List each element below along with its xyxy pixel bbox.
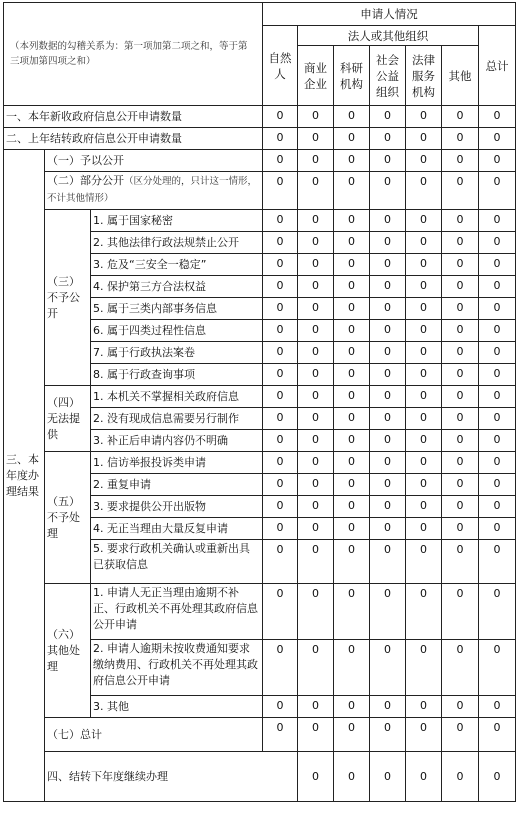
cell: 0: [442, 474, 479, 496]
cell: 0: [479, 752, 516, 802]
cell: 0: [370, 210, 406, 232]
group-label: （六）其他处理: [45, 584, 91, 718]
cell: 0: [334, 386, 370, 408]
cell: 0: [263, 452, 298, 474]
cell: 0: [479, 232, 516, 254]
cell: 0: [298, 254, 334, 276]
table-row: [4, 106, 516, 128]
row-label: （一）予以公开: [45, 150, 263, 172]
row-label: 2. 申请人逾期未按收费通知要求缴纳费用、行政机关不再处理其政府信息公开申请: [91, 640, 263, 696]
cell: 0: [263, 430, 298, 452]
cell: 0: [334, 518, 370, 540]
cell: 0: [298, 408, 334, 430]
cell: 0: [334, 106, 370, 128]
cell: 0: [479, 408, 516, 430]
cell: 0: [298, 342, 334, 364]
table-row: [4, 386, 516, 408]
cell: 0: [334, 298, 370, 320]
row-label: 3. 其他: [91, 696, 263, 718]
header-applicant: 申请人情况: [263, 3, 516, 26]
cell: 0: [479, 696, 516, 718]
cell: 0: [406, 584, 442, 640]
header-natural-person: 自然人: [263, 26, 298, 106]
cell: 0: [442, 752, 479, 802]
cell: 0: [370, 752, 406, 802]
row-label: 1. 本机关不掌握相关政府信息: [91, 386, 263, 408]
table-note: （本列数据的勾稽关系为：第一项加第二项之和，等于第三项加第四项之和）: [4, 3, 263, 106]
cell: 0: [479, 474, 516, 496]
row-label: 2. 其他法律行政法规禁止公开: [91, 232, 263, 254]
cell: 0: [298, 276, 334, 298]
cell: 0: [263, 276, 298, 298]
cell: 0: [334, 640, 370, 696]
cell: 0: [406, 254, 442, 276]
cell: 0: [479, 150, 516, 172]
section-label: 三、本年度办理结果: [4, 150, 45, 802]
row-label: 3. 要求提供公开出版物: [91, 496, 263, 518]
cell: 0: [406, 496, 442, 518]
cell: 0: [442, 128, 479, 150]
row-label-main: （二）部分公开: [47, 174, 124, 187]
cell: 0: [442, 172, 479, 210]
table-row: [4, 128, 516, 150]
cell: 0: [406, 364, 442, 386]
cell: 0: [298, 364, 334, 386]
cell: 0: [442, 150, 479, 172]
cell: 0: [370, 320, 406, 342]
cell: 0: [263, 696, 298, 718]
cell: 0: [370, 232, 406, 254]
cell: 0: [263, 210, 298, 232]
cell: 0: [406, 452, 442, 474]
cell: 0: [298, 640, 334, 696]
row-label: 3. 危及“三安全一稳定”: [91, 254, 263, 276]
row-label: 3. 补正后申请内容仍不明确: [91, 430, 263, 452]
cell: 0: [263, 496, 298, 518]
cell: 0: [406, 128, 442, 150]
table-row: [4, 718, 516, 752]
cell: 0: [263, 128, 298, 150]
cell: 0: [406, 298, 442, 320]
cell: 0: [298, 540, 334, 584]
cell: 0: [442, 106, 479, 128]
cell: 0: [298, 430, 334, 452]
table-row: [4, 452, 516, 474]
row-label: 7. 属于行政执法案卷: [91, 342, 263, 364]
cell: 0: [298, 106, 334, 128]
row-label: [45, 172, 263, 210]
row-label: 1. 申请人无正当理由逾期不补正、行政机关不再处理其政府信息公开申请: [91, 584, 263, 640]
cell: 0: [479, 106, 516, 128]
cell: 0: [479, 210, 516, 232]
cell: 0: [334, 150, 370, 172]
cell: 0: [370, 518, 406, 540]
cell: 0: [442, 640, 479, 696]
table-row: [4, 150, 516, 172]
cell: 0: [298, 150, 334, 172]
cell: 0: [298, 232, 334, 254]
disclosure-table: [3, 2, 516, 802]
cell: 0: [406, 474, 442, 496]
header-legal-service: 法律服务机构: [406, 46, 442, 106]
cell: 0: [479, 430, 516, 452]
cell: 0: [479, 298, 516, 320]
row-label: 4. 无正当理由大量反复申请: [91, 518, 263, 540]
cell: 0: [334, 276, 370, 298]
cell: 0: [298, 452, 334, 474]
cell: 0: [442, 210, 479, 232]
cell: 0: [406, 518, 442, 540]
cell: 0: [334, 408, 370, 430]
cell: 0: [370, 254, 406, 276]
row-label: 四、结转下年度继续办理: [45, 752, 298, 802]
table-row: [4, 752, 516, 802]
row-label: 1. 属于国家秘密: [91, 210, 263, 232]
cell: 0: [263, 386, 298, 408]
group-label: （三）不予公开: [45, 210, 91, 386]
cell: 0: [479, 276, 516, 298]
cell: 0: [298, 210, 334, 232]
cell: 0: [442, 298, 479, 320]
cell: 0: [442, 496, 479, 518]
cell: 0: [263, 106, 298, 128]
cell: 0: [370, 364, 406, 386]
cell: 0: [479, 640, 516, 696]
cell: 0: [406, 430, 442, 452]
cell: 0: [442, 276, 479, 298]
cell: 0: [263, 254, 298, 276]
group-label: （四）无法提供: [45, 386, 91, 452]
cell: 0: [263, 150, 298, 172]
cell: 0: [370, 696, 406, 718]
table-row: [4, 172, 516, 210]
cell: 0: [442, 430, 479, 452]
cell: 0: [406, 106, 442, 128]
cell: 0: [370, 172, 406, 210]
cell: 0: [370, 106, 406, 128]
cell: 0: [479, 540, 516, 584]
cell: 0: [334, 752, 370, 802]
cell: 0: [442, 718, 479, 752]
cell: 0: [370, 452, 406, 474]
cell: 0: [298, 584, 334, 640]
cell: 0: [298, 386, 334, 408]
cell: 0: [406, 320, 442, 342]
cell: 0: [442, 518, 479, 540]
cell: 0: [442, 342, 479, 364]
cell: 0: [406, 210, 442, 232]
cell: 0: [406, 232, 442, 254]
cell: 0: [298, 696, 334, 718]
header-social: 社会公益组织: [370, 46, 406, 106]
cell: 0: [334, 172, 370, 210]
cell: 0: [479, 518, 516, 540]
cell: 0: [370, 640, 406, 696]
cell: 0: [263, 298, 298, 320]
cell: 0: [479, 172, 516, 210]
cell: 0: [442, 364, 479, 386]
cell: 0: [442, 320, 479, 342]
cell: 0: [442, 452, 479, 474]
cell: 0: [334, 128, 370, 150]
cell: 0: [442, 386, 479, 408]
cell: 0: [479, 128, 516, 150]
cell: 0: [263, 474, 298, 496]
row-label: 2. 没有现成信息需要另行制作: [91, 408, 263, 430]
table-row: [4, 584, 516, 640]
cell: 0: [370, 298, 406, 320]
cell: 0: [334, 496, 370, 518]
row-label: 5. 要求行政机关确认或重新出具已获取信息: [91, 540, 263, 584]
cell: 0: [442, 408, 479, 430]
cell: 0: [479, 364, 516, 386]
cell: 0: [263, 320, 298, 342]
header-research: 科研机构: [334, 46, 370, 106]
cell: 0: [334, 718, 370, 752]
cell: 0: [370, 408, 406, 430]
cell: 0: [334, 210, 370, 232]
cell: 0: [298, 718, 334, 752]
cell: 0: [298, 474, 334, 496]
cell: 0: [263, 540, 298, 584]
cell: 0: [263, 232, 298, 254]
cell: 0: [334, 364, 370, 386]
cell: 0: [406, 150, 442, 172]
cell: 0: [263, 518, 298, 540]
cell: 0: [263, 364, 298, 386]
cell: 0: [406, 718, 442, 752]
cell: 0: [370, 342, 406, 364]
cell: 0: [406, 408, 442, 430]
cell: 0: [370, 718, 406, 752]
cell: 0: [479, 452, 516, 474]
cell: 0: [370, 150, 406, 172]
group-label: （五）不予处理: [45, 452, 91, 584]
cell: 0: [298, 496, 334, 518]
cell: 0: [298, 752, 334, 802]
cell: 0: [442, 696, 479, 718]
cell: 0: [406, 386, 442, 408]
cell: 0: [334, 696, 370, 718]
header-legal-org: 法人或其他组织: [298, 26, 479, 46]
cell: 0: [334, 584, 370, 640]
cell: 0: [406, 172, 442, 210]
cell: 0: [442, 540, 479, 584]
row-label: 6. 属于四类过程性信息: [91, 320, 263, 342]
cell: 0: [263, 640, 298, 696]
cell: 0: [479, 320, 516, 342]
cell: 0: [370, 430, 406, 452]
row-label: 8. 属于行政查询事项: [91, 364, 263, 386]
cell: 0: [298, 298, 334, 320]
cell: 0: [370, 386, 406, 408]
cell: 0: [406, 640, 442, 696]
cell: 0: [442, 584, 479, 640]
cell: 0: [442, 232, 479, 254]
cell: 0: [334, 474, 370, 496]
cell: 0: [479, 254, 516, 276]
row-label: （七）总计: [45, 718, 263, 752]
row-label: 5. 属于三类内部事务信息: [91, 298, 263, 320]
cell: 0: [298, 172, 334, 210]
cell: 0: [263, 584, 298, 640]
cell: 0: [406, 276, 442, 298]
row-label: 一、本年新收政府信息公开申请数量: [4, 106, 263, 128]
cell: 0: [334, 342, 370, 364]
cell: 0: [479, 584, 516, 640]
cell: 0: [479, 496, 516, 518]
row-label: 2. 重复申请: [91, 474, 263, 496]
cell: 0: [370, 540, 406, 584]
cell: 0: [479, 386, 516, 408]
cell: 0: [370, 276, 406, 298]
cell: 0: [406, 342, 442, 364]
header-commercial: 商业企业: [298, 46, 334, 106]
cell: 0: [263, 172, 298, 210]
cell: 0: [298, 320, 334, 342]
row-label-note: （区分处理的，只计这一情形，不计其他情形）: [47, 176, 258, 204]
table-row: [4, 210, 516, 232]
header-other: 其他: [442, 46, 479, 106]
header-total: 总计: [479, 26, 516, 106]
cell: 0: [334, 232, 370, 254]
cell: 0: [298, 128, 334, 150]
cell: 0: [442, 254, 479, 276]
cell: 0: [370, 584, 406, 640]
cell: 0: [406, 752, 442, 802]
cell: 0: [479, 342, 516, 364]
cell: 0: [406, 696, 442, 718]
cell: 0: [479, 718, 516, 752]
cell: 0: [406, 540, 442, 584]
cell: 0: [263, 342, 298, 364]
cell: 0: [334, 540, 370, 584]
cell: 0: [263, 718, 298, 752]
cell: 0: [263, 408, 298, 430]
row-label: 1. 信访举报投诉类申请: [91, 452, 263, 474]
cell: 0: [298, 518, 334, 540]
cell: 0: [334, 430, 370, 452]
cell: 0: [370, 474, 406, 496]
cell: 0: [334, 320, 370, 342]
cell: 0: [334, 254, 370, 276]
cell: 0: [370, 128, 406, 150]
row-label: 二、上年结转政府信息公开申请数量: [4, 128, 263, 150]
row-label: 4. 保护第三方合法权益: [91, 276, 263, 298]
cell: 0: [370, 496, 406, 518]
cell: 0: [334, 452, 370, 474]
